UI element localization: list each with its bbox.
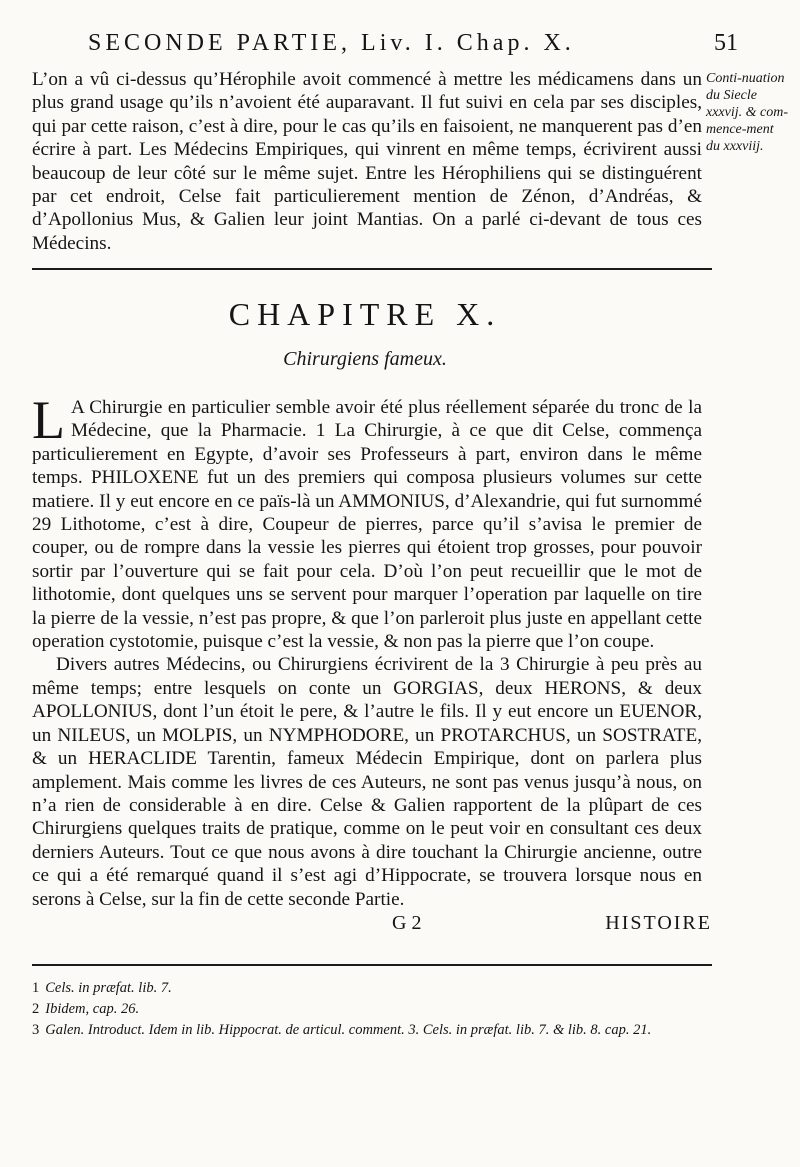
intro-paragraph-block [32,68,702,255]
paragraph-2: Divers autres Médecins, ou Chirurgiens écrivirent de la 3 Chirurgie à peu près au même temps; entre lesquels on conte un GORGIAS, deux HERONS, & deux APOLLONIUS, dont l’un étoit le pere, & l’autre le fils. Il y eut encore un EUENOR, un NILEUS, un MOLPIS, un NYMPHODORE, un PROTARCHUS, un SOSTRATE, & un HERACLIDE Tarentin, fameux Médecin Empirique, dont on parlera plus amplement. Mais comme les livres de ces Auteurs, ne sont pas venus jusqu’à nous, on n’a rien de considerable à en dire. Celse & Galien rapportent de la plûpart de ces Chirurgiens quelques traits de pratique, comme on le peut voir en consultant ces deux derniers Auteurs. Tout ce que nous avons à dire touchant la Chirurgie ancienne, outre ce qui a été remarqué quand il s’est agi d’Hippocrate, se trouvera lorsque nous en serons à Celse, sur la fin de cette seconde Partie. [32,654,702,910]
signature-mark: G 2 [392,912,422,934]
chapter-subtitle: Chirurgiens fameux. [283,348,447,370]
drop-cap: L [32,390,65,450]
footnote-divider [32,964,712,966]
footnote: 2 Ibidem, cap. 26. [32,1001,140,1017]
footnote: 1 Cels. in præfat. lib. 7. [32,980,172,996]
running-header [88,30,738,57]
footnote: 3 Galen. Introduct. Idem in lib. Hippocrat. de articul. comment. 3. Cels. in præfat. lib. 7. & lib. 8. cap. 21. [32,1022,652,1038]
chapter-body [32,390,702,911]
intro-paragraph: L’on a vû ci-dessus qu’Hérophile avoit commencé à mettre les médicamens dans un plus grand usage qu’ils n’avoient été auparavant. Il fut suivi en cela par ses disciples, qui par cette raison, c’est à dire, pour le cas qu’ils en faisoient, ne manquerent pas d’en écrire à part. Les Médecins Empiriques, qui vinrent en même temps, écrivirent aussi beaucoup de leur côté sur le même sujet. Entre les Hérophiliens qui se distinguérent par cet endroit, Celse fait particulierement mention de Zénon, d’Andréas, & d’Apollonius Mus, & Galien leur joint Mantias. On a parlé ci-devant de tous ces Médecins. [32,69,702,254]
paragraph-1-text: A Chirurgie en particulier semble avoir été plus réellement séparée du tronc de la Médecine, que la Pharmacie. 1 La Chirurgie, à ce que dit Celse, commença particulierement en Egypte, d’avoir ses Professeurs à part, environ dans le même temps. PHILOXENE fut un des premiers qui composa plusieurs volumes sur cette matiere. Il y eut encore en ce païs-là un AMMONIUS, d’Alexandrie, qui fut surnommé 29 Lithotome, c’est à dire, Coupeur de pierres, parce qu’il s’avisa le premier de couper, ou de rompre dans la vessie les pierres qui étoient trop grosses, pour pouvoir sortir par l’ouverture qui se fait pour cela. D’où l’on peut recueillir que le mot de lithotomie, dont quelques uns se servent pour marquer l’operation par laquelle on tire la pierre de la vessie, n’est pas propre, & que l’on parleroit plus juste en appellant cette operation cystotomie, puisque c’est la vessie, & non pas la pierre que l’on coupe. [32,397,702,653]
margin-note: Conti-nuation du Siecle xxxvij. & com-mence-ment du xxxviij. [706,71,789,154]
running-title: SECONDE PARTIE, Liv. I. Chap. X. [88,30,575,56]
chapter-title: CHAPITRE X. [228,296,502,332]
page-number: 51 [714,30,738,56]
section-divider [32,268,712,270]
catchword: HISTOIRE [605,912,712,934]
paragraph-1 [32,390,702,653]
footnotes [32,978,712,1041]
